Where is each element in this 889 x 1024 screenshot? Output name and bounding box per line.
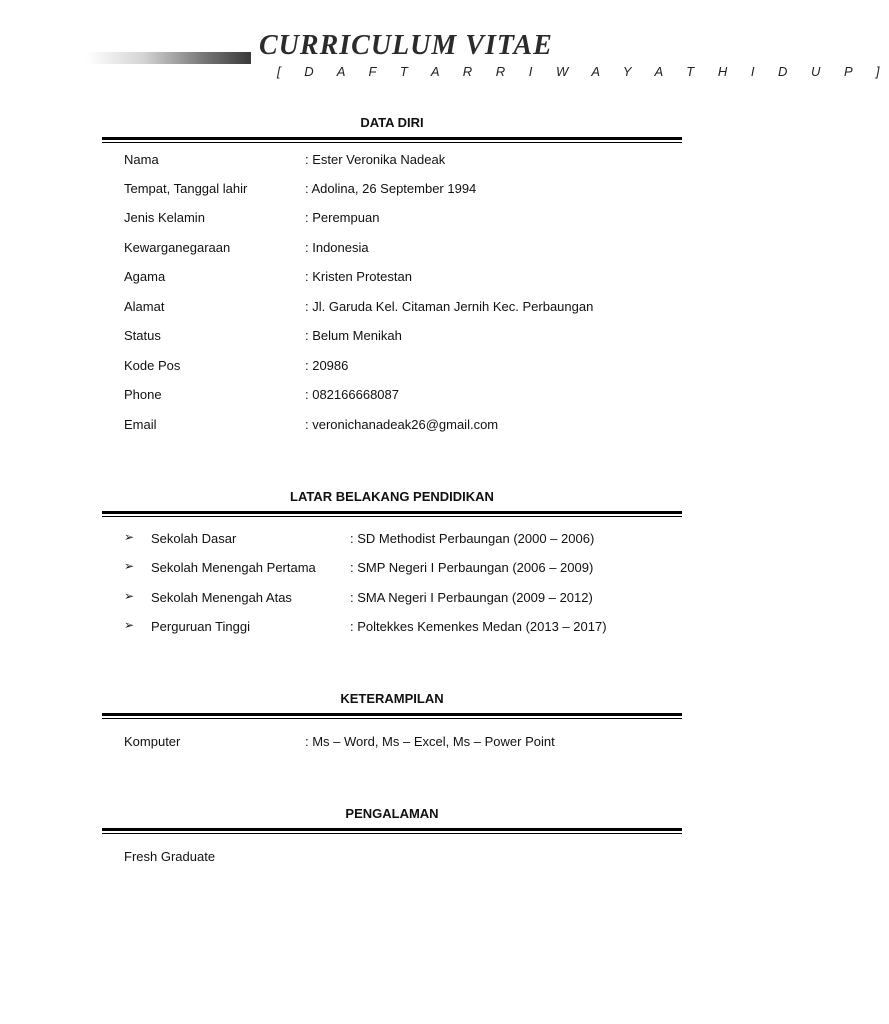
arrow-bullet-icon: ➢ (124, 559, 135, 573)
education-school: : Poltekkes Kemenkes Medan (2013 – 2017) (350, 619, 607, 634)
row-label: Alamat (124, 299, 165, 314)
row-label: Email (124, 417, 157, 432)
row-label: Agama (124, 269, 166, 284)
section-heading-pendidikan: LATAR BELAKANG PENDIDIKAN (290, 489, 494, 504)
row-label: Tempat, Tanggal lahir (124, 181, 248, 196)
section-heading-data-diri: DATA DIRI (360, 115, 424, 130)
row-value: : 20986 (305, 358, 349, 373)
row-value: : Kristen Protestan (305, 269, 412, 284)
row-label: Nama (124, 152, 159, 167)
row-label: Status (124, 328, 161, 343)
row-value: : Ms – Word, Ms – Excel, Ms – Power Point (305, 734, 555, 749)
education-school: : SMP Negeri I Perbaungan (2006 – 2009) (350, 560, 594, 575)
row-label: Kewarganegaraan (124, 240, 231, 255)
section-divider (102, 137, 682, 143)
row-label: Kode Pos (124, 358, 181, 373)
row-value: : Perempuan (305, 210, 380, 225)
education-level: Sekolah Dasar (151, 531, 237, 546)
header-gradient-bar (86, 52, 251, 64)
row-label: Phone (124, 387, 162, 402)
experience-text: Fresh Graduate (124, 849, 216, 864)
arrow-bullet-icon: ➢ (124, 530, 135, 544)
row-value: : veronichanadeak26@gmail.com (305, 417, 499, 432)
row-value: : Ester Veronika Nadeak (305, 152, 446, 167)
section-divider (102, 713, 682, 719)
section-divider (102, 511, 682, 517)
section-heading-keterampilan: KETERAMPILAN (340, 691, 444, 706)
education-school: : SMA Negeri I Perbaungan (2009 – 2012) (350, 590, 593, 605)
cv-title: CURRICULUM VITAE (259, 30, 553, 61)
education-level: Perguruan Tinggi (151, 619, 251, 634)
row-label: Komputer (124, 734, 181, 749)
education-school: : SD Methodist Perbaungan (2000 – 2006) (350, 531, 595, 546)
arrow-bullet-icon: ➢ (124, 618, 135, 632)
row-value: : Jl. Garuda Kel. Citaman Jernih Kec. Perbaungan (305, 299, 594, 314)
education-level: Sekolah Menengah Pertama (151, 560, 316, 575)
row-label: Jenis Kelamin (124, 210, 205, 225)
section-divider (102, 828, 682, 834)
education-level: Sekolah Menengah Atas (151, 590, 292, 605)
section-heading-pengalaman: PENGALAMAN (345, 806, 439, 821)
arrow-bullet-icon: ➢ (124, 589, 135, 603)
row-value: : Adolina, 26 September 1994 (305, 181, 477, 196)
cv-subtitle: [ D A F T A R R I W A Y A T H I D U P ] (277, 64, 889, 79)
row-value: : Indonesia (305, 240, 369, 255)
row-value: : 082166668087 (305, 387, 399, 402)
row-value: : Belum Menikah (305, 328, 402, 343)
